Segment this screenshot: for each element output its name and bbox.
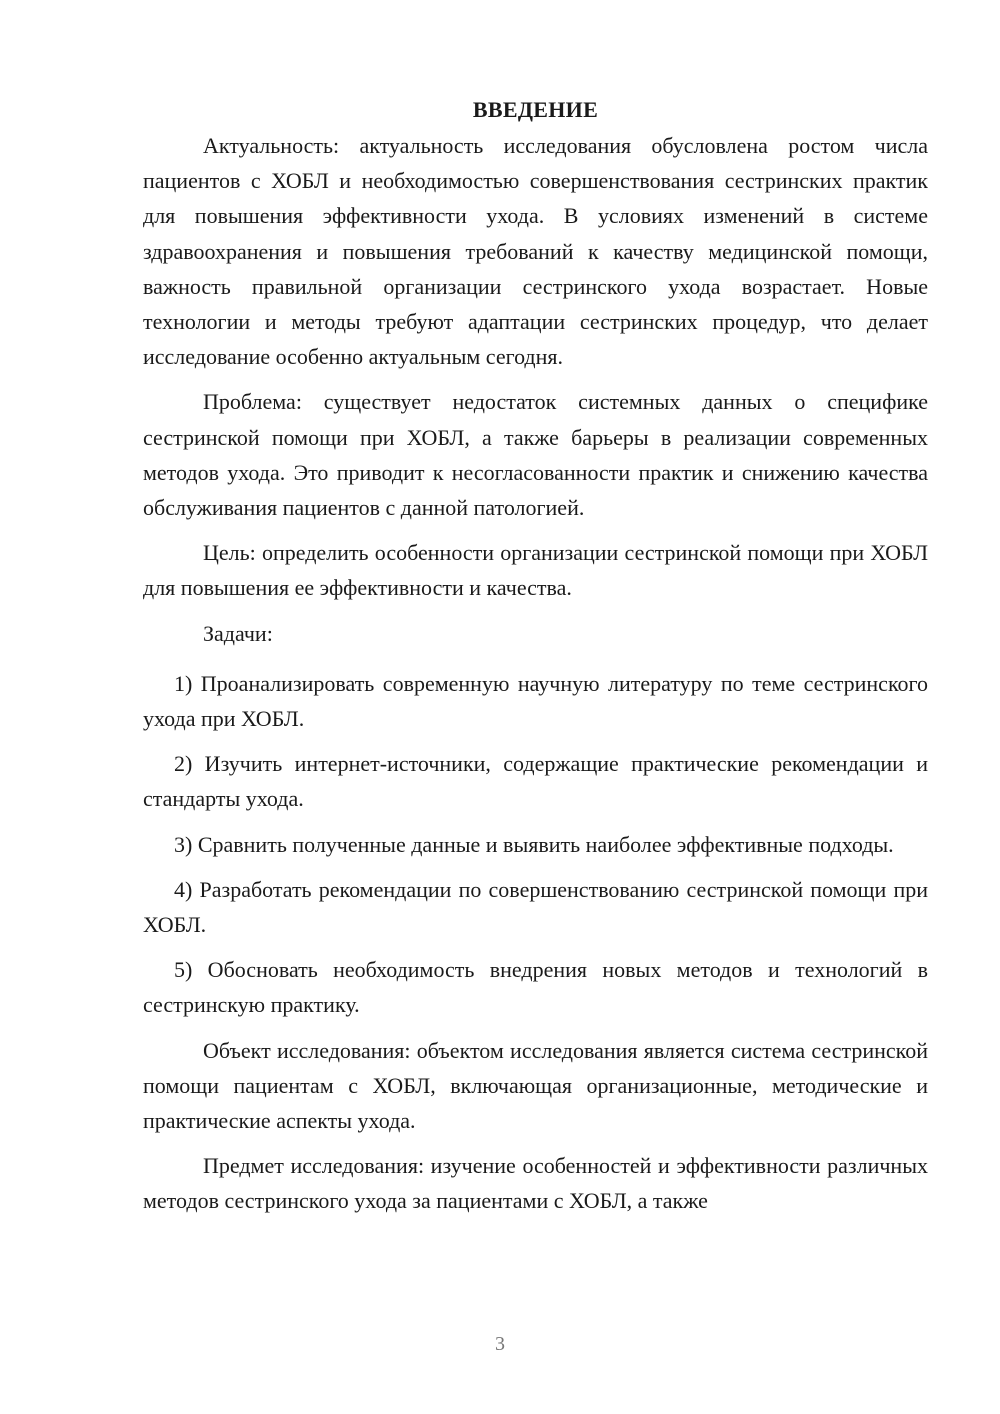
page-number: 3	[495, 1333, 505, 1355]
goal-paragraph: Цель: определить особенности организации сестринской помощи при ХОБЛ для повышения ее эффективности и качества.	[143, 540, 928, 601]
task-item-3: 3) Сравнить полученные данные и выявить наиболее эффективные подходы.	[174, 831, 894, 857]
object-paragraph: Объект исследования: объектом исследования является система сестринской помощи пациентам с ХОБЛ, включающая организационные, методические и практические аспекты ухода.	[143, 1037, 928, 1134]
task-item-4: 4) Разработать рекомендации по совершенствованию сестринской помощи при ХОБЛ.	[143, 876, 928, 938]
relevance-paragraph: Актуальность: актуальность исследования обусловлена ростом числа пациентов с ХОБЛ и необходимостью совершенствования сестринских практик для повышения эффективности ухода. В условиях изменений в системе здравоохранения и повышения требований к качеству медицинской помощи, важность правильной организации сестринского ухода возрастает. Новые технологии и методы требуют адаптации сестринских процедур, что делает исследование особенно актуальным сегодня.	[143, 133, 928, 370]
task-item-1: 1) Проанализировать современную научную литературу по теме сестринского ухода при ХОБЛ.	[143, 670, 928, 732]
task-item-5: 5) Обосновать необходимость внедрения новых методов и технологий в сестринскую практику.	[143, 957, 928, 1018]
tasks-heading: Задачи:	[203, 620, 273, 646]
task-item-2: 2) Изучить интернет-источники, содержащие практические рекомендации и стандарты ухода.	[143, 751, 928, 812]
section-title: ВВЕДЕНИЕ	[472, 97, 599, 122]
problem-paragraph: Проблема: существует недостаток системных данных о специфике сестринской помощи при ХОБЛ, а также барьеры в реализации современных методов ухода. Это приводит к несогласованности практик и снижению качества обслуживания пациентов с данной патологией.	[143, 389, 928, 521]
subject-paragraph: Предмет исследования: изучение особенностей и эффективности различных методов сестринского ухода за пациентами с ХОБЛ, а также	[143, 1153, 928, 1214]
document-page	[143, 92, 928, 1229]
